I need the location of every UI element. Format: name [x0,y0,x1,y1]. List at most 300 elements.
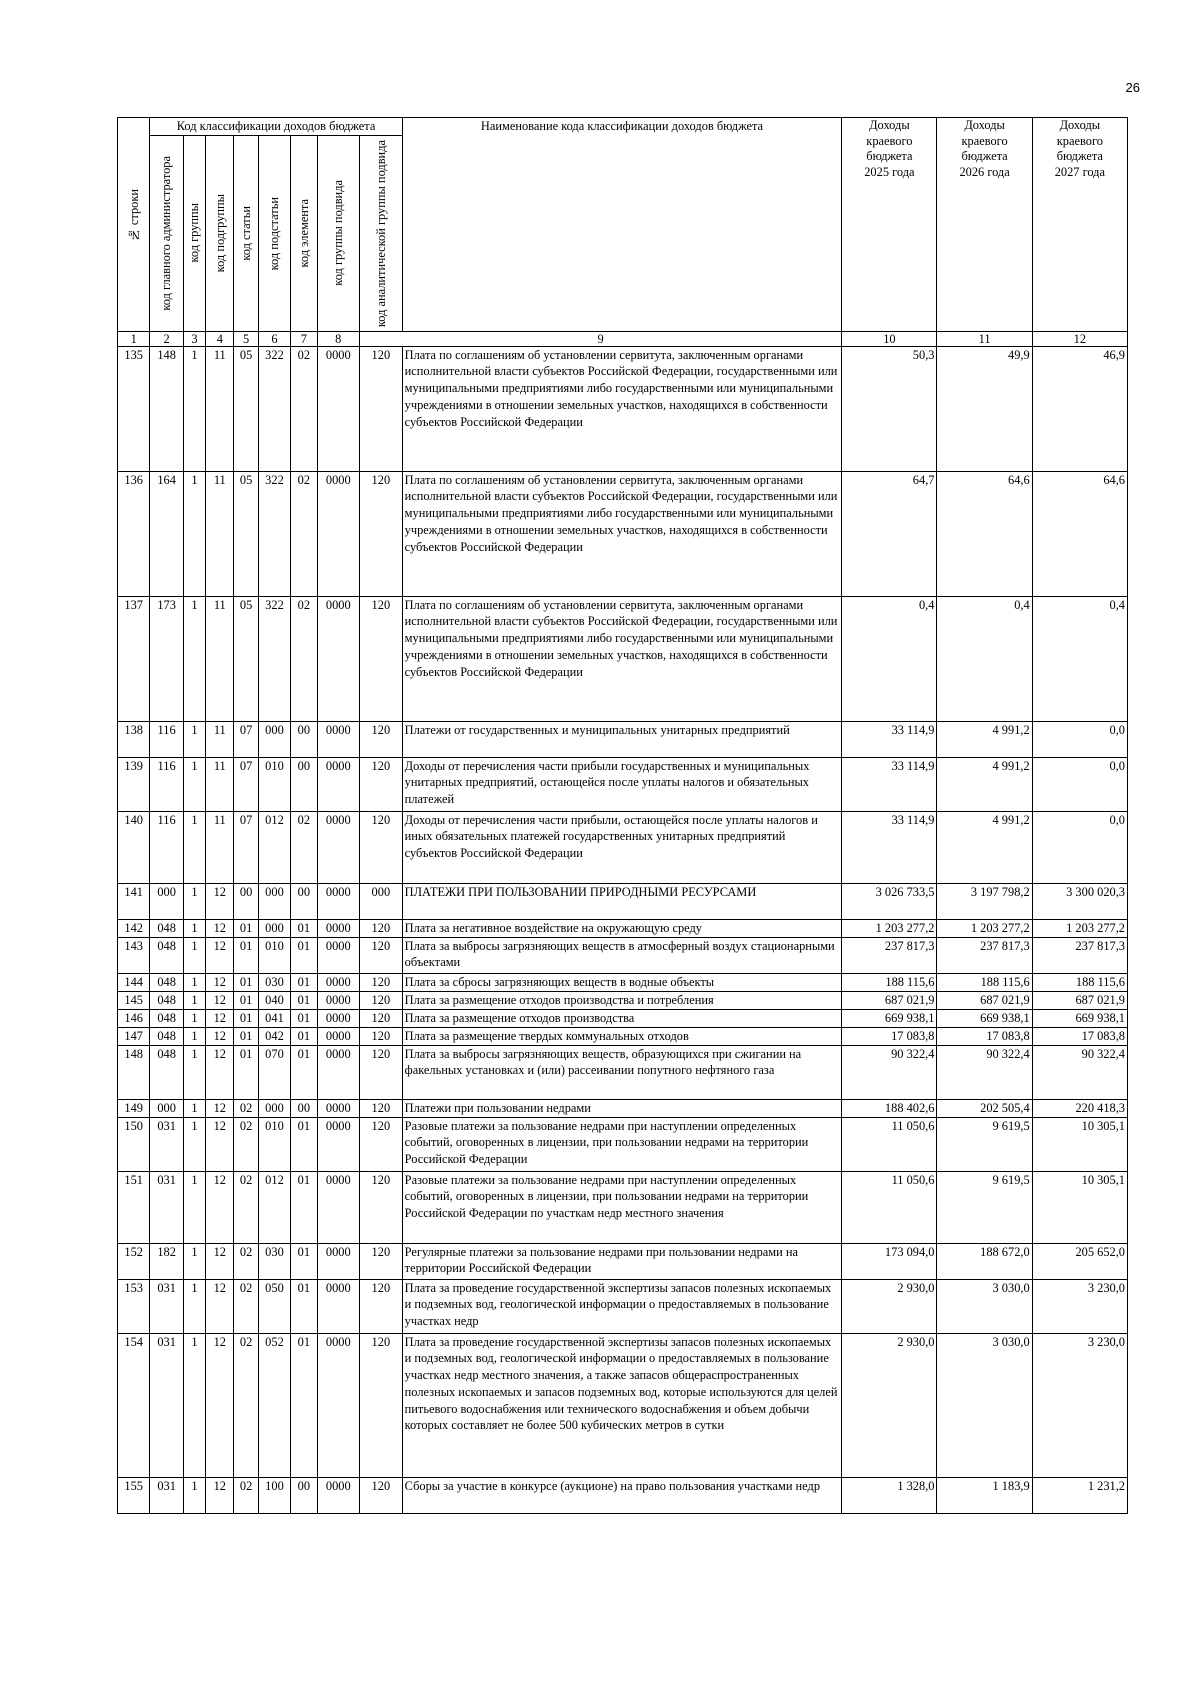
admin-code: 000 [150,883,183,919]
subarticle-code: 030 [258,1243,290,1279]
element-code: 00 [291,883,317,919]
row-number: 153 [118,1279,150,1333]
column-number: 6 [258,331,290,346]
column-number: 5 [234,331,258,346]
subarticle-code: 000 [258,883,290,919]
article-code: 05 [234,346,258,471]
income-2025: 173 094,0 [842,1243,937,1279]
subgroup-code: 12 [206,1009,234,1027]
group-code: 1 [183,721,205,757]
group-code: 1 [183,1477,205,1513]
analytic-group-code: 120 [360,1279,403,1333]
subtype-group-code: 0000 [317,1171,360,1243]
row-number: 139 [118,757,150,811]
income-2026: 49,9 [937,346,1032,471]
header-group-code: код группы [183,135,205,331]
element-code: 02 [291,596,317,721]
element-code: 01 [291,1171,317,1243]
column-number: 7 [291,331,317,346]
article-code: 02 [234,1279,258,1333]
article-code: 02 [234,1477,258,1513]
subtype-group-code: 0000 [317,1027,360,1045]
table-row [118,973,1128,991]
admin-code: 048 [150,1027,183,1045]
subtype-group-code: 0000 [317,757,360,811]
table-row [118,1027,1128,1045]
article-code: 02 [234,1243,258,1279]
admin-code: 048 [150,991,183,1009]
subgroup-code: 11 [206,757,234,811]
article-code: 00 [234,883,258,919]
header-income-2026: Доходы краевого бюджета 2026 года [937,118,1032,332]
element-code: 01 [291,1009,317,1027]
income-2025: 50,3 [842,346,937,471]
subarticle-code: 042 [258,1027,290,1045]
element-code: 01 [291,1333,317,1477]
income-name: Плата за сбросы загрязняющих веществ в водные объекты [402,973,842,991]
subtype-group-code: 0000 [317,811,360,883]
admin-code: 048 [150,973,183,991]
income-2027: 0,0 [1032,811,1127,883]
group-code: 1 [183,471,205,596]
element-code: 00 [291,721,317,757]
subarticle-code: 052 [258,1333,290,1477]
table-row [118,811,1128,883]
element-code: 00 [291,1477,317,1513]
header-income-2025: Доходы краевого бюджета 2025 года [842,118,937,332]
income-2027: 3 230,0 [1032,1333,1127,1477]
table-row [118,1477,1128,1513]
analytic-group-code: 120 [360,346,403,471]
group-code: 1 [183,1279,205,1333]
header-article-code: код статьи [234,135,258,331]
group-code: 1 [183,757,205,811]
group-code: 1 [183,1009,205,1027]
header-subtype-group-code: код группы подвида [317,135,360,331]
income-name: Сборы за участие в конкурсе (аукционе) на право пользования участками недр [402,1477,842,1513]
subtype-group-code: 0000 [317,1243,360,1279]
income-2025: 188 402,6 [842,1099,937,1117]
subarticle-code: 010 [258,1117,290,1171]
header-analytic-group-code: код аналитической группы подвида [360,135,403,331]
header-classification-group: Код классификации доходов бюджета [150,118,402,136]
row-number: 151 [118,1171,150,1243]
row-number: 140 [118,811,150,883]
income-name: Плата по соглашениям об установлении сервитута, заключенным органами исполнительной власти субъектов Российской Федерации, государственными или муниципальными предприятиями либо государственными или муниципальными учреждениями в отношении земельных участков, находящихся в собственности субъектов Российской Федерации [402,596,842,721]
income-2026: 17 083,8 [937,1027,1032,1045]
admin-code: 164 [150,471,183,596]
article-code: 01 [234,1045,258,1099]
element-code: 02 [291,471,317,596]
column-number: 2 [150,331,183,346]
article-code: 07 [234,757,258,811]
income-2025: 11 050,6 [842,1171,937,1243]
column-number: 1 [118,331,150,346]
subgroup-code: 12 [206,883,234,919]
income-2027: 46,9 [1032,346,1127,471]
subtype-group-code: 0000 [317,937,360,973]
income-2026: 669 938,1 [937,1009,1032,1027]
income-2025: 2 930,0 [842,1333,937,1477]
income-name: Платежи от государственных и муниципальных унитарных предприятий [402,721,842,757]
column-number: 8 [317,331,360,346]
analytic-group-code: 120 [360,1027,403,1045]
income-2025: 33 114,9 [842,811,937,883]
subgroup-code: 12 [206,973,234,991]
row-number: 145 [118,991,150,1009]
subgroup-code: 12 [206,1171,234,1243]
group-code: 1 [183,991,205,1009]
element-code: 01 [291,1027,317,1045]
admin-code: 031 [150,1477,183,1513]
income-2025: 1 328,0 [842,1477,937,1513]
table-row [118,1099,1128,1117]
article-code: 07 [234,721,258,757]
income-name: Разовые платежи за пользование недрами при наступлении определенных событий, оговоренных в лицензии, при пользовании недрами на территории Российской Федерации по участкам недр местного значения [402,1171,842,1243]
subtype-group-code: 0000 [317,919,360,937]
subarticle-code: 070 [258,1045,290,1099]
group-code: 1 [183,1045,205,1099]
income-name: Плата за размещение твердых коммунальных отходов [402,1027,842,1045]
subtype-group-code: 0000 [317,1045,360,1099]
income-2027: 220 418,3 [1032,1099,1127,1117]
analytic-group-code: 120 [360,973,403,991]
element-code: 01 [291,919,317,937]
table-row [118,346,1128,471]
income-name: Плата за проведение государственной экспертизы запасов полезных ископаемых и подземных вод, геологической информации о предоставляемых в пользование участках недр местного значения, а также запасов общераспространенных полезных ископаемых и запасов подземных вод, которые используются для целей питьевого водоснабжения или технического водоснабжения и объем добычи которых составляет не более 500 кубических метров в сутки [402,1333,842,1477]
row-number: 146 [118,1009,150,1027]
table-row [118,919,1128,937]
table-row [118,757,1128,811]
income-2026: 9 619,5 [937,1117,1032,1171]
income-2027: 3 230,0 [1032,1279,1127,1333]
income-name: Плата по соглашениям об установлении сервитута, заключенным органами исполнительной власти субъектов Российской Федерации, государственными или муниципальными предприятиями либо государственными или муниципальными учреждениями в отношении земельных участков, находящихся в собственности субъектов Российской Федерации [402,346,842,471]
analytic-group-code: 120 [360,721,403,757]
subtype-group-code: 0000 [317,973,360,991]
element-code: 02 [291,346,317,471]
income-2027: 205 652,0 [1032,1243,1127,1279]
subtype-group-code: 0000 [317,471,360,596]
admin-code: 048 [150,937,183,973]
header-element-code: код элемента [291,135,317,331]
article-code: 02 [234,1117,258,1171]
group-code: 1 [183,346,205,471]
table-row [118,596,1128,721]
admin-code: 031 [150,1171,183,1243]
row-number: 143 [118,937,150,973]
admin-code: 048 [150,1009,183,1027]
income-2027: 669 938,1 [1032,1009,1127,1027]
table-row [118,991,1128,1009]
row-number: 136 [118,471,150,596]
income-name: Плата за проведение государственной экспертизы запасов полезных ископаемых и подземных вод, геологической информации о предоставляемых в пользование участках недр [402,1279,842,1333]
group-code: 1 [183,1333,205,1477]
analytic-group-code: 120 [360,937,403,973]
subgroup-code: 11 [206,346,234,471]
element-code: 01 [291,1243,317,1279]
subarticle-code: 322 [258,596,290,721]
income-2025: 687 021,9 [842,991,937,1009]
row-number: 147 [118,1027,150,1045]
income-2025: 90 322,4 [842,1045,937,1099]
group-code: 1 [183,1027,205,1045]
element-code: 01 [291,1117,317,1171]
element-code: 01 [291,1045,317,1099]
row-number: 150 [118,1117,150,1171]
table-row [118,1045,1128,1099]
header-row-number: № строки [118,118,150,332]
income-2027: 64,6 [1032,471,1127,596]
group-code: 1 [183,1171,205,1243]
element-code: 01 [291,937,317,973]
analytic-group-code: 120 [360,811,403,883]
table-row [118,1333,1128,1477]
subarticle-code: 100 [258,1477,290,1513]
income-2026: 202 505,4 [937,1099,1032,1117]
table-row [118,1009,1128,1027]
subgroup-code: 12 [206,1117,234,1171]
element-code: 02 [291,811,317,883]
income-2025: 669 938,1 [842,1009,937,1027]
admin-code: 116 [150,721,183,757]
income-2026: 4 991,2 [937,721,1032,757]
subgroup-code: 12 [206,1045,234,1099]
admin-code: 031 [150,1333,183,1477]
income-2026: 1 203 277,2 [937,919,1032,937]
income-2026: 188 672,0 [937,1243,1032,1279]
income-2027: 0,0 [1032,757,1127,811]
subtype-group-code: 0000 [317,346,360,471]
group-code: 1 [183,937,205,973]
subarticle-code: 000 [258,919,290,937]
income-2025: 2 930,0 [842,1279,937,1333]
subtype-group-code: 0000 [317,883,360,919]
group-code: 1 [183,1243,205,1279]
column-number: 9 [360,331,842,346]
income-2027: 1 231,2 [1032,1477,1127,1513]
subgroup-code: 11 [206,596,234,721]
analytic-group-code: 120 [360,1477,403,1513]
analytic-group-code: 120 [360,471,403,596]
subtype-group-code: 0000 [317,1117,360,1171]
element-code: 00 [291,757,317,811]
income-2026: 1 183,9 [937,1477,1032,1513]
income-2027: 10 305,1 [1032,1171,1127,1243]
group-code: 1 [183,811,205,883]
analytic-group-code: 120 [360,991,403,1009]
row-number: 152 [118,1243,150,1279]
analytic-group-code: 120 [360,1243,403,1279]
element-code: 01 [291,1279,317,1333]
analytic-group-code: 120 [360,919,403,937]
income-2027: 90 322,4 [1032,1045,1127,1099]
income-name: ПЛАТЕЖИ ПРИ ПОЛЬЗОВАНИИ ПРИРОДНЫМИ РЕСУРСАМИ [402,883,842,919]
row-number: 138 [118,721,150,757]
subgroup-code: 12 [206,1333,234,1477]
income-2025: 1 203 277,2 [842,919,937,937]
analytic-group-code: 120 [360,1117,403,1171]
income-2025: 3 026 733,5 [842,883,937,919]
header-subgroup-code: код подгруппы [206,135,234,331]
row-number: 144 [118,973,150,991]
article-code: 05 [234,596,258,721]
income-2026: 237 817,3 [937,937,1032,973]
row-number: 137 [118,596,150,721]
analytic-group-code: 000 [360,883,403,919]
article-code: 02 [234,1333,258,1477]
table-body [118,331,1128,1513]
table-row [118,1279,1128,1333]
income-2026: 3 030,0 [937,1333,1032,1477]
subarticle-code: 000 [258,1099,290,1117]
subgroup-code: 12 [206,991,234,1009]
income-name: Разовые платежи за пользование недрами при наступлении определенных событий, оговоренных в лицензии, при пользовании недрами на территории Российской Федерации [402,1117,842,1171]
income-name: Плата за выбросы загрязняющих веществ в атмосферный воздух стационарными объектами [402,937,842,973]
subtype-group-code: 0000 [317,991,360,1009]
header-admin-code: код главного администратора [150,135,183,331]
group-code: 1 [183,596,205,721]
analytic-group-code: 120 [360,757,403,811]
row-number: 154 [118,1333,150,1477]
article-code: 02 [234,1099,258,1117]
column-number: 3 [183,331,205,346]
admin-code: 048 [150,1045,183,1099]
analytic-group-code: 120 [360,1171,403,1243]
income-2026: 3 030,0 [937,1279,1032,1333]
subgroup-code: 12 [206,1099,234,1117]
article-code: 02 [234,1171,258,1243]
subtype-group-code: 0000 [317,1477,360,1513]
subarticle-code: 012 [258,1171,290,1243]
income-2025: 237 817,3 [842,937,937,973]
header-name: Наименование кода классификации доходов бюджета [402,118,842,332]
subtype-group-code: 0000 [317,721,360,757]
budget-income-table [117,117,1128,1514]
table-row [118,1171,1128,1243]
income-name: Плата за размещение отходов производства и потребления [402,991,842,1009]
table-header [118,118,1128,332]
column-number: 10 [842,331,937,346]
income-name: Плата за размещение отходов производства [402,1009,842,1027]
income-2026: 3 197 798,2 [937,883,1032,919]
income-name: Плата за выбросы загрязняющих веществ, образующихся при сжигании на факельных установках и (или) рассеивании попутного нефтяного газа [402,1045,842,1099]
income-name: Плата за негативное воздействие на окружающую среду [402,919,842,937]
analytic-group-code: 120 [360,1333,403,1477]
header-income-2027: Доходы краевого бюджета 2027 года [1032,118,1127,332]
admin-code: 000 [150,1099,183,1117]
analytic-group-code: 120 [360,1099,403,1117]
income-2027: 237 817,3 [1032,937,1127,973]
admin-code: 116 [150,811,183,883]
income-2025: 64,7 [842,471,937,596]
income-2025: 188 115,6 [842,973,937,991]
subtype-group-code: 0000 [317,1333,360,1477]
income-2026: 4 991,2 [937,757,1032,811]
admin-code: 173 [150,596,183,721]
article-code: 01 [234,973,258,991]
income-name: Плата по соглашениям об установлении сервитута, заключенным органами исполнительной власти субъектов Российской Федерации, государственными или муниципальными предприятиями либо государственными или муниципальными учреждениями в отношении земельных участков, находящихся в собственности субъектов Российской Федерации [402,471,842,596]
income-name: Доходы от перечисления части прибыли, остающейся после уплаты налогов и иных обязательных платежей государственных унитарных предприятий субъектов Российской Федерации [402,811,842,883]
income-2025: 0,4 [842,596,937,721]
income-2027: 0,0 [1032,721,1127,757]
subgroup-code: 11 [206,811,234,883]
row-number: 155 [118,1477,150,1513]
income-2025: 11 050,6 [842,1117,937,1171]
subarticle-code: 322 [258,471,290,596]
subgroup-code: 12 [206,937,234,973]
row-number: 141 [118,883,150,919]
income-2027: 188 115,6 [1032,973,1127,991]
group-code: 1 [183,883,205,919]
subarticle-code: 000 [258,721,290,757]
subgroup-code: 12 [206,1477,234,1513]
income-2025: 17 083,8 [842,1027,937,1045]
income-2027: 1 203 277,2 [1032,919,1127,937]
admin-code: 116 [150,757,183,811]
article-code: 01 [234,991,258,1009]
income-2027: 17 083,8 [1032,1027,1127,1045]
article-code: 01 [234,919,258,937]
income-2027: 0,4 [1032,596,1127,721]
income-2027: 687 021,9 [1032,991,1127,1009]
table-row [118,1243,1128,1279]
row-number: 149 [118,1099,150,1117]
subarticle-code: 041 [258,1009,290,1027]
group-code: 1 [183,1099,205,1117]
income-2025: 33 114,9 [842,721,937,757]
element-code: 01 [291,991,317,1009]
article-code: 05 [234,471,258,596]
income-2027: 3 300 020,3 [1032,883,1127,919]
admin-code: 048 [150,919,183,937]
table-row [118,471,1128,596]
subarticle-code: 322 [258,346,290,471]
analytic-group-code: 120 [360,1045,403,1099]
row-number: 148 [118,1045,150,1099]
table-row [118,883,1128,919]
group-code: 1 [183,919,205,937]
column-numbers-row [118,331,1128,346]
subarticle-code: 030 [258,973,290,991]
table-row [118,1117,1128,1171]
admin-code: 148 [150,346,183,471]
subgroup-code: 11 [206,721,234,757]
article-code: 01 [234,937,258,973]
subarticle-code: 012 [258,811,290,883]
subarticle-code: 050 [258,1279,290,1333]
group-code: 1 [183,973,205,991]
subarticle-code: 010 [258,937,290,973]
income-2026: 90 322,4 [937,1045,1032,1099]
subgroup-code: 11 [206,471,234,596]
income-2026: 64,6 [937,471,1032,596]
income-2026: 9 619,5 [937,1171,1032,1243]
article-code: 07 [234,811,258,883]
group-code: 1 [183,1117,205,1171]
income-2026: 0,4 [937,596,1032,721]
subtype-group-code: 0000 [317,596,360,721]
page-number: 26 [1125,80,1140,95]
income-name: Платежи при пользовании недрами [402,1099,842,1117]
admin-code: 182 [150,1243,183,1279]
subarticle-code: 010 [258,757,290,811]
table-row [118,721,1128,757]
subgroup-code: 12 [206,1243,234,1279]
element-code: 01 [291,973,317,991]
admin-code: 031 [150,1117,183,1171]
element-code: 00 [291,1099,317,1117]
article-code: 01 [234,1009,258,1027]
